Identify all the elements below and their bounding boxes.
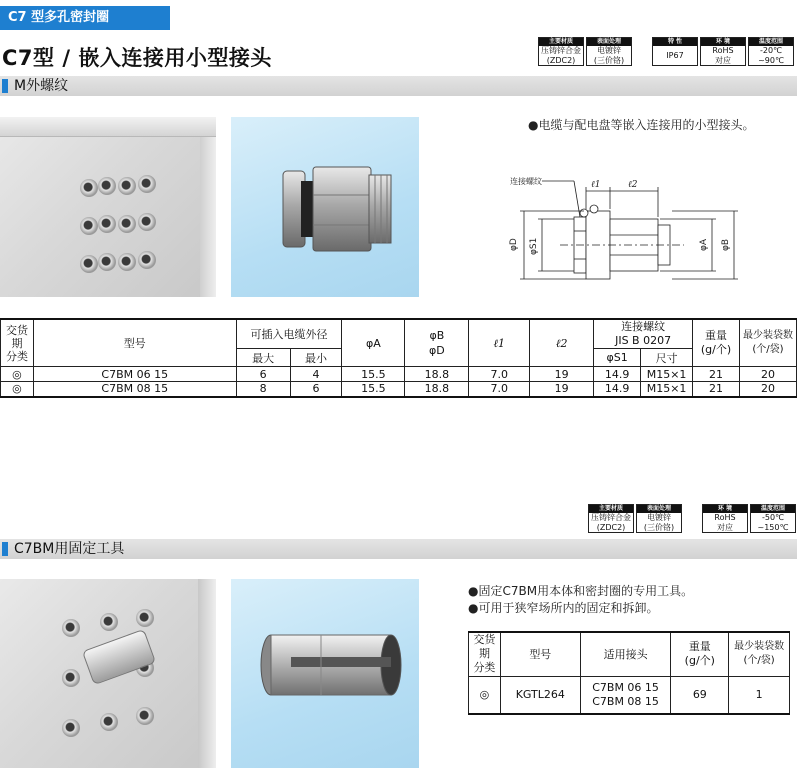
drawing-phiS1: φS1 <box>529 237 539 255</box>
panel-photo <box>0 117 216 297</box>
drawing-thread-label: 连接螺纹 <box>510 177 542 186</box>
table-row: ◎ KGTL264 C7BM 06 15 C7BM 08 15 69 1 <box>469 676 790 714</box>
section-bar-m-thread <box>0 76 797 96</box>
col-l2: ℓ2 <box>530 319 594 367</box>
col-pack: 最少装袋数 (个/袋) <box>739 319 796 367</box>
col-min: 最小 <box>290 349 342 367</box>
drawing-l1: ℓ1 <box>591 180 601 190</box>
connector-photo <box>231 117 419 297</box>
spec-feature: 特 性 IP67 <box>652 37 698 66</box>
col-thread: 连接螺纹 JIS B 0207 <box>594 319 693 349</box>
spec-surface: 表面处理 电镀锌 (三价铬) <box>636 504 682 533</box>
col-cable: 可插入电缆外径 <box>236 319 342 349</box>
spec-temperature: 温度范围 -20℃ ~90℃ <box>748 37 794 66</box>
col-weight: 重量 (g/个) <box>671 632 729 676</box>
spec-group-material <box>538 37 632 66</box>
bullet-item: ●固定C7BM用本体和密封圈的专用工具。 <box>468 584 694 598</box>
section-title: C7BM用固定工具 <box>14 541 125 557</box>
spec-group-env <box>652 37 794 66</box>
col-phiA: φA <box>342 319 405 367</box>
col-delivery: 交货期 分类 <box>1 319 34 367</box>
spec-material: 主要材质 压铸锌合金 (ZDC2) <box>538 37 584 66</box>
section2-bullets <box>468 583 693 617</box>
section1-bullet: ●电缆与配电盘等嵌入连接用的小型接头。 <box>528 118 755 132</box>
col-max: 最大 <box>236 349 290 367</box>
col-s1: φS1 <box>594 349 641 367</box>
col-weight: 重量 (g/个) <box>693 319 740 367</box>
section-mark <box>2 542 8 556</box>
col-phiBD: φB φD <box>405 319 469 367</box>
table-row: ◎ C7BM 06 15 6 4 15.5 18.8 7.0 19 14.9 M15×1 21 20 <box>1 367 797 382</box>
spec-environment: 环 境 RoHS 对应 <box>700 37 746 66</box>
spec-group-tool-env <box>702 504 796 533</box>
spec-group-tool-material <box>588 504 682 533</box>
spec-material: 主要材质 压铸锌合金 (ZDC2) <box>588 504 634 533</box>
col-model: 型号 <box>33 319 236 367</box>
dimension-drawing <box>490 165 760 305</box>
tool-table <box>468 631 790 715</box>
section-bar-tool <box>0 539 797 559</box>
bullet-item: ●可用于狭窄场所内的固定和拆卸。 <box>468 601 659 615</box>
spec-temperature: 温度范围 -50℃ ~150℃ <box>750 504 796 533</box>
drawing-phiA: φA <box>699 238 709 251</box>
table-row: ◎ C7BM 08 15 8 6 15.5 18.8 7.0 19 14.9 M15×1 21 20 <box>1 382 797 397</box>
section-mark <box>2 79 8 93</box>
drawing-l2: ℓ2 <box>628 180 638 190</box>
drawing-phiB: φB <box>721 238 731 251</box>
col-l1: ℓ1 <box>469 319 530 367</box>
col-size: 尺寸 <box>641 349 693 367</box>
col-pack: 最少装袋数 (个/袋) <box>729 632 790 676</box>
col-delivery: 交货期 分类 <box>469 632 501 676</box>
col-fits: 适用接头 <box>580 632 671 676</box>
tool-usage-photo <box>0 579 216 768</box>
drawing-phiD: φD <box>509 238 519 251</box>
page-title: C7型 / 嵌入连接用小型接头 <box>2 46 272 70</box>
catalog-tag: C7 型多孔密封圈 <box>0 6 170 30</box>
spec-table <box>0 318 797 398</box>
section-title: M外螺纹 <box>14 78 69 94</box>
spec-surface: 表面处理 电镀锌 (三价铬) <box>586 37 632 66</box>
col-model: 型号 <box>500 632 580 676</box>
spec-environment: 环 境 RoHS 对应 <box>702 504 748 533</box>
tool-photo <box>231 579 419 768</box>
